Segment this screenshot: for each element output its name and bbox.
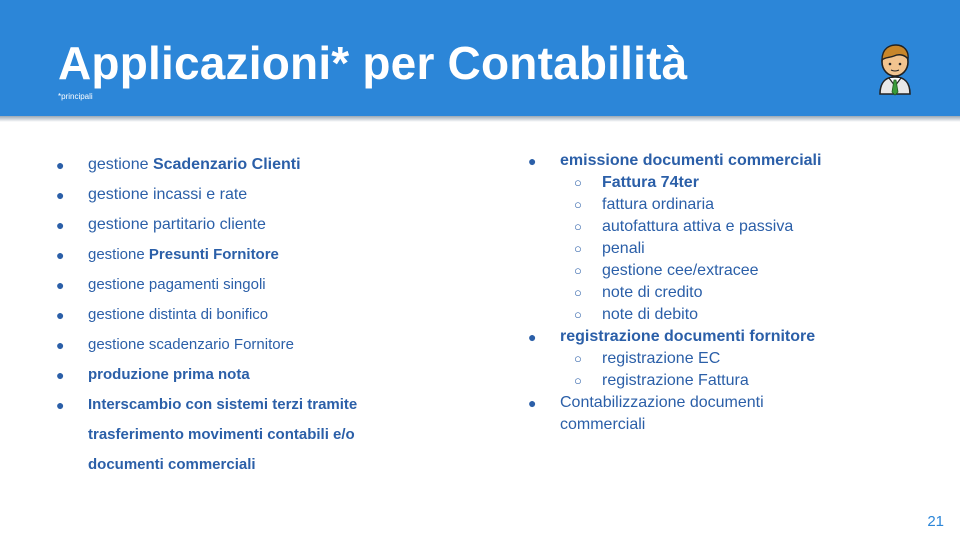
sub-list [560, 172, 928, 326]
hollow-bullet-icon: ○ [574, 307, 582, 322]
hollow-bullet-icon: ○ [574, 285, 582, 300]
list-item: ● gestione Scadenzario Clienti [56, 150, 456, 180]
hollow-bullet-icon: ○ [574, 351, 582, 366]
slide-subtitle: *principali [58, 92, 93, 101]
bullet-icon: ● [56, 217, 65, 233]
list-item: ● gestione partitario cliente [56, 210, 456, 240]
list-item: ● Interscambio con sistemi terzi tramite trasferimento movimenti contabili e/o documenti commerciali [56, 390, 456, 480]
sub-list-item: ○ fattura ordinaria [560, 194, 928, 216]
hollow-bullet-icon: ○ [574, 373, 582, 388]
hollow-bullet-icon: ○ [574, 175, 582, 190]
sub-list [560, 348, 928, 392]
list-item: ● gestione pagamenti singoli [56, 270, 456, 300]
sub-list-item: ○ registrazione EC [560, 348, 928, 370]
sub-list-item: ○ autofattura attiva e passiva [560, 216, 928, 238]
list-item: ● produzione prima nota [56, 360, 456, 390]
slide-header [0, 0, 960, 116]
bullet-icon: ● [56, 337, 65, 353]
bullet-icon: ● [56, 277, 65, 293]
sub-list-item: ○ registrazione Fattura [560, 370, 928, 392]
sub-list-item: ○ Fattura 74ter [560, 172, 928, 194]
header-shadow [0, 116, 960, 122]
list-item: ● gestione distinta di bonifico [56, 300, 456, 330]
list-item: ● gestione Presunti Fornitore [56, 240, 456, 270]
bullet-icon: ● [56, 367, 65, 383]
page-number: 21 [927, 513, 944, 530]
bullet-icon: ● [528, 153, 537, 169]
bullet-icon: ● [528, 329, 537, 345]
bullet-icon: ● [56, 157, 65, 173]
sub-list-item: ○ note di debito [560, 304, 928, 326]
list-item: ● emissione documenti commerciali ○ Fattura 74ter ○ fattura ordinaria ○ autofattura attiva e passiva ○ penali ○ gestione cee/extracee ○ note di credito ○ note di debito [528, 150, 928, 326]
bullet-icon: ● [56, 397, 65, 413]
sub-list-item: ○ note di credito [560, 282, 928, 304]
list-item: ● Contabilizzazione documenti commerciali [528, 394, 764, 433]
bullet-icon: ● [56, 247, 65, 263]
slide-title: Applicazioni* per Contabilità [58, 37, 688, 89]
list-item: ● registrazione documenti fornitore ○ registrazione EC ○ registrazione Fattura [528, 326, 928, 392]
hollow-bullet-icon: ○ [574, 241, 582, 256]
hollow-bullet-icon: ○ [574, 263, 582, 278]
hollow-bullet-icon: ○ [574, 219, 582, 234]
left-bullet-list [56, 150, 456, 480]
hollow-bullet-icon: ○ [574, 197, 582, 212]
bullet-icon: ● [56, 187, 65, 203]
right-bullet-list [528, 150, 928, 436]
sub-list-item: ○ penali [560, 238, 928, 260]
businessman-avatar-icon [874, 42, 916, 98]
list-item: ● gestione scadenzario Fornitore [56, 330, 456, 360]
bullet-icon: ● [56, 307, 65, 323]
sub-list-item: ○ gestione cee/extracee [560, 260, 928, 282]
bullet-icon: ● [528, 395, 537, 411]
list-item: ● gestione incassi e rate [56, 180, 456, 210]
